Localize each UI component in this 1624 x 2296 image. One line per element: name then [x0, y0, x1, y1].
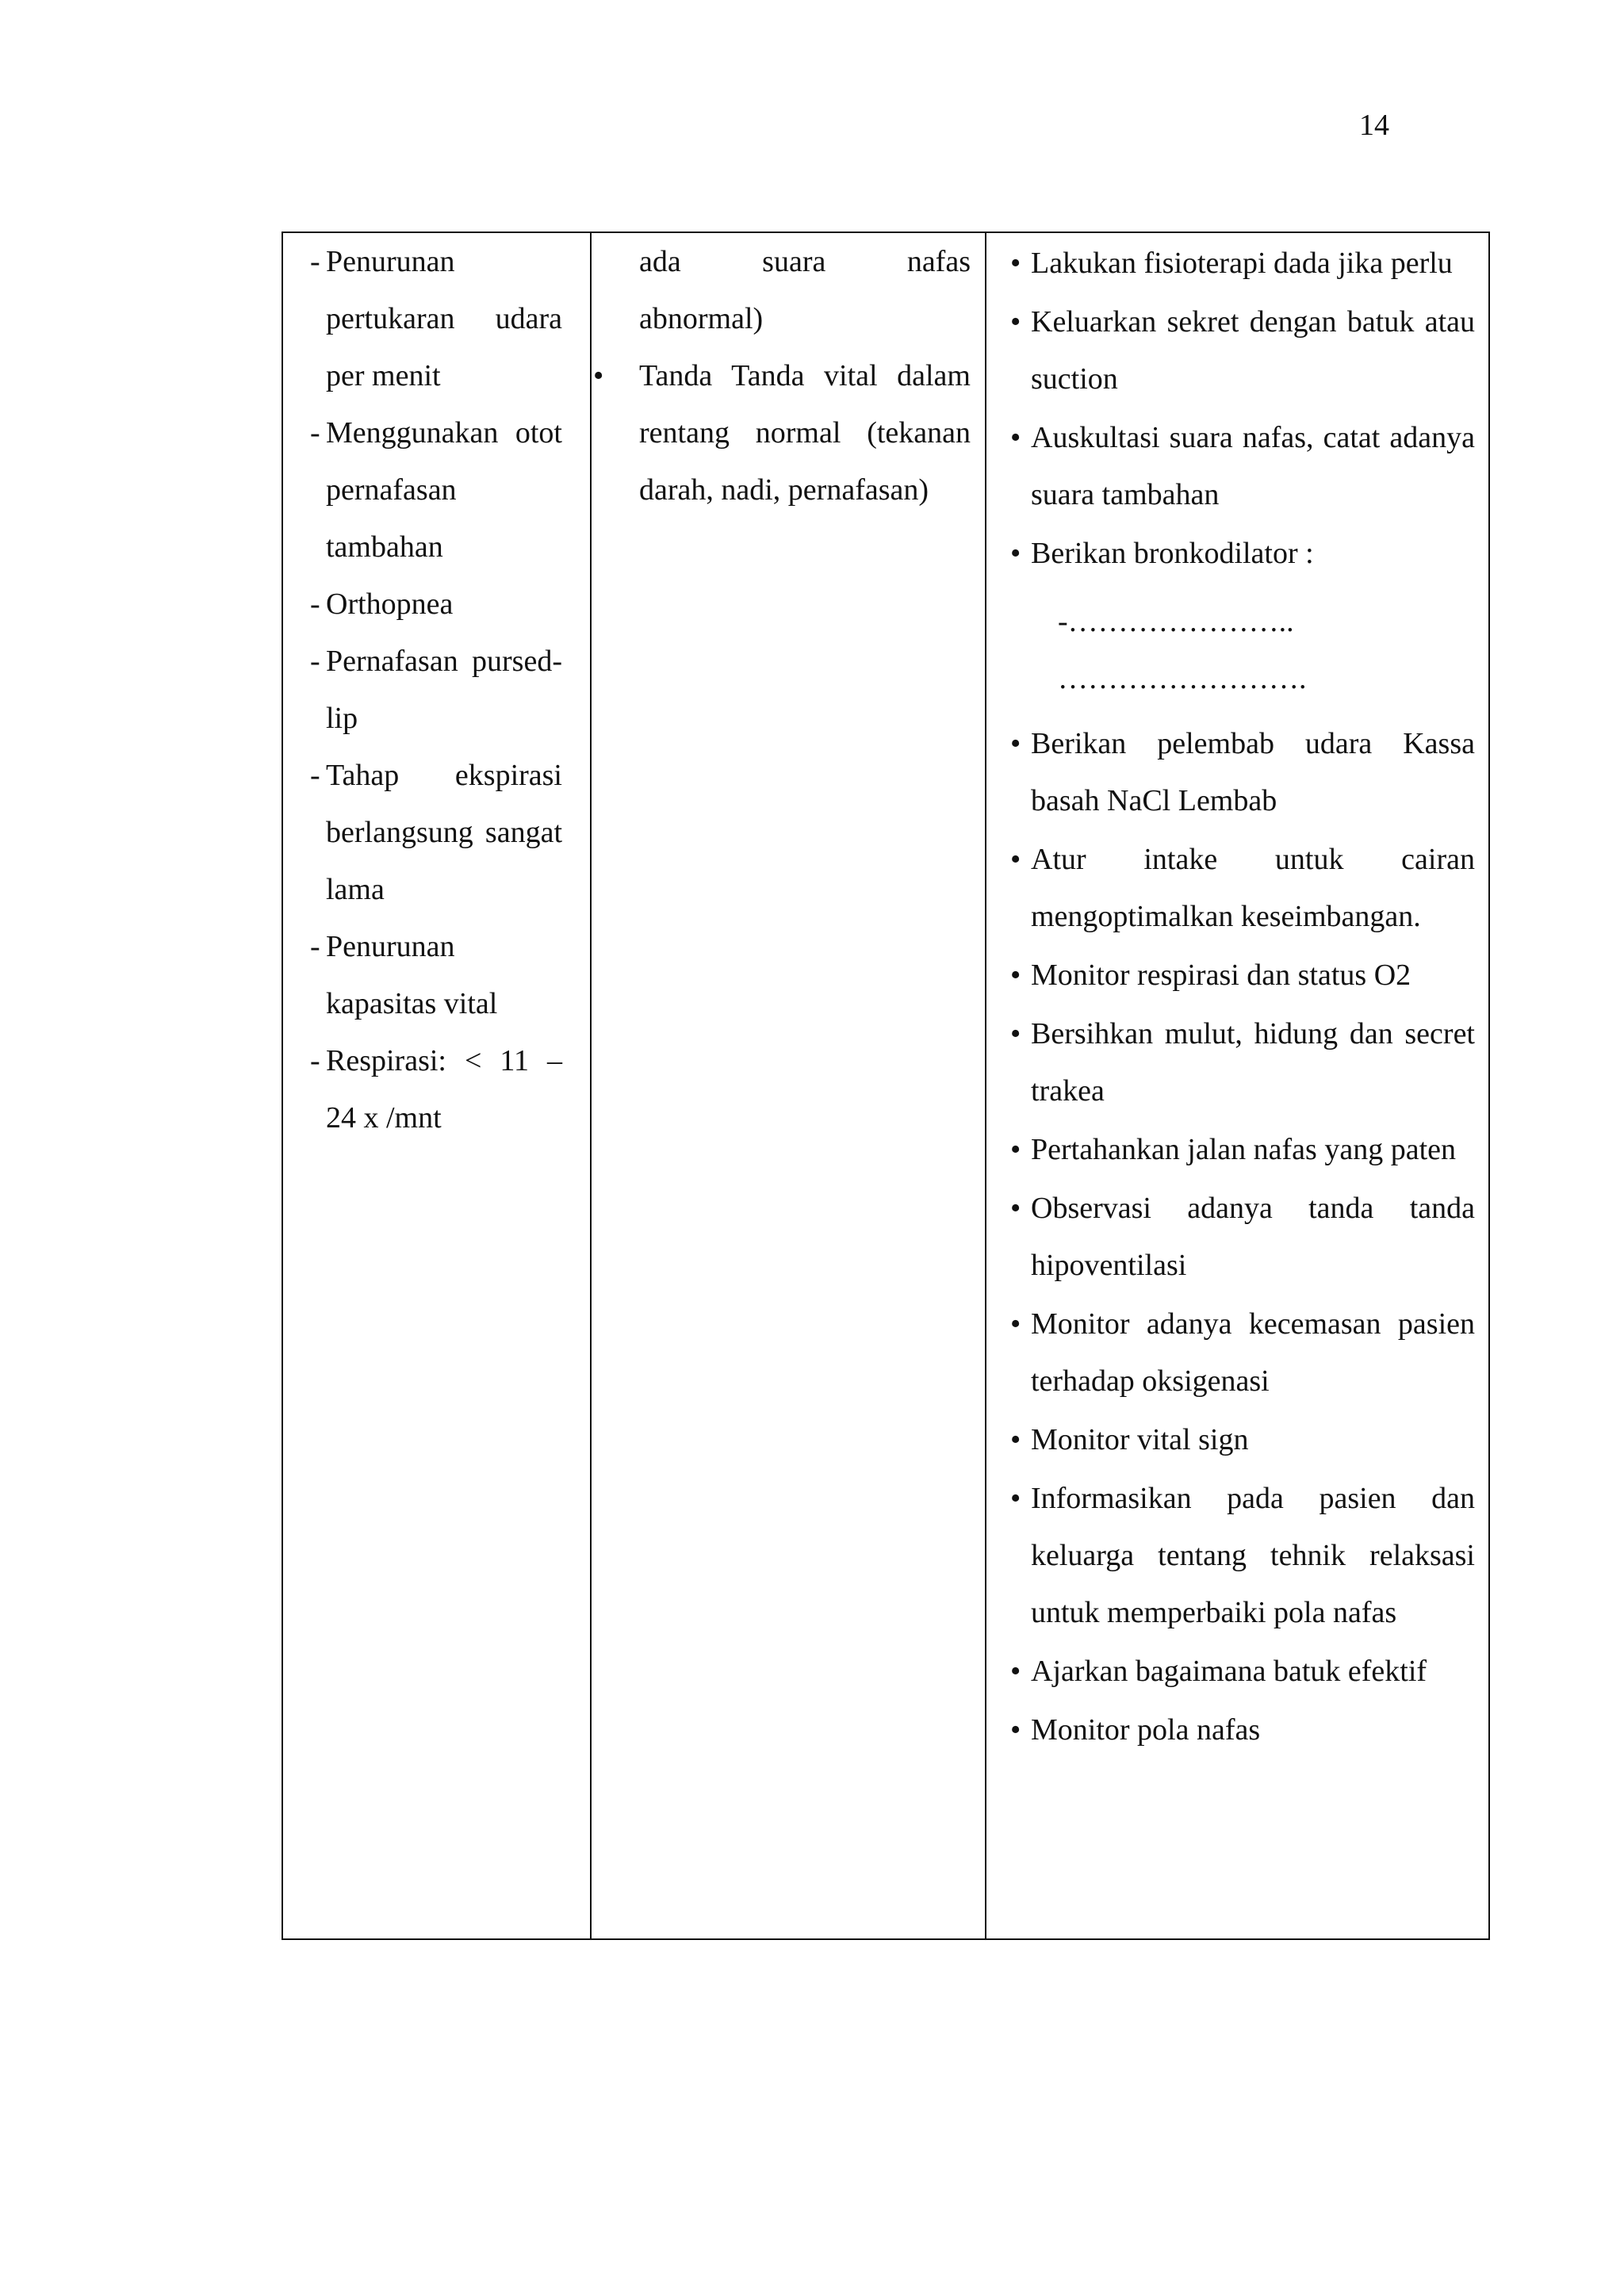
outcome-text [593, 233, 971, 519]
blank-line-1: -………………….. [1058, 605, 1294, 638]
bullet-marker: • [1010, 1713, 1021, 1747]
vital-signs-outcome: Tanda Tanda vital dalam rentang normal (tekanan darah, nadi, pernafasan) [639, 359, 971, 507]
list-item [593, 347, 971, 519]
list-item: • Bersihkan mulut, hidung dan secret trakea [1010, 1005, 1475, 1119]
bronchodilator-blanks [1010, 593, 1475, 707]
list-item: - Menggunakan otot pernafasan tambahan [310, 404, 562, 576]
bullet-marker: • [1010, 1423, 1021, 1456]
list-item: • Atur intake untuk cairan mengoptimalkan keseimbangan. [1010, 831, 1475, 945]
bullet-marker: • [1010, 1482, 1021, 1515]
dash-marker: - [310, 416, 320, 450]
dash-marker: - [310, 245, 320, 278]
dash-marker: - [310, 930, 320, 963]
list-item: - Pernafasan pursed-lip [310, 633, 562, 747]
bullet-marker: • [1010, 1133, 1021, 1166]
list-item: • Keluarkan sekret dengan batuk atau suction [1010, 293, 1475, 408]
list-item: • Monitor adanya kecemasan pasien terhadap oksigenasi [1010, 1295, 1475, 1410]
symptom-list [310, 233, 562, 1146]
dash-marker: - [310, 587, 320, 621]
list-item: - Respirasi: < 11 – 24 x /mnt [310, 1032, 562, 1146]
bullet-marker: • [1010, 1017, 1021, 1050]
bullet-marker: • [1010, 421, 1021, 454]
list-item: - Penurunan pertukaran udara per menit [310, 233, 562, 404]
column-outcomes [592, 233, 986, 1938]
list-item: • Monitor pola nafas [1010, 1701, 1475, 1758]
intervention-list [1010, 235, 1475, 1760]
bullet-marker: • [1010, 247, 1021, 280]
list-item: • Berikan bronkodilator : [1010, 525, 1475, 582]
bullet-marker: • [593, 359, 604, 392]
list-item: • Auskultasi suara nafas, catat adanya suara tambahan [1010, 409, 1475, 523]
column-interventions [986, 233, 1490, 1938]
dash-marker: - [310, 759, 320, 792]
list-item: • Lakukan fisioterapi dada jika perlu [1010, 235, 1475, 292]
list-item: • Informasikan pada pasien dan keluarga tentang tehnik relaksasi untuk memperbaiki pola nafas [1010, 1470, 1475, 1641]
bullet-marker: • [1010, 305, 1021, 339]
bullet-marker: • [1010, 537, 1021, 570]
list-item: - Orthopnea [310, 576, 562, 633]
intervention-table [282, 232, 1490, 1940]
blank-line-2: ……………………. [1058, 662, 1307, 695]
list-item: - Penurunan kapasitas vital [310, 918, 562, 1032]
list-item: • Monitor respirasi dan status O2 [1010, 947, 1475, 1004]
bullet-marker: • [1010, 1655, 1021, 1688]
bullet-marker: • [1010, 843, 1021, 876]
list-item: • Monitor vital sign [1010, 1411, 1475, 1468]
dash-marker: - [310, 645, 320, 678]
list-item: • Berikan pelembab udara Kassa basah NaCl Lembab [1010, 715, 1475, 829]
bullet-marker: • [1010, 1192, 1021, 1225]
page-number: 14 [1359, 109, 1389, 142]
continuation-rest: abnormal) [639, 302, 764, 335]
list-item: - Tahap ekspirasi berlangsung sangat lama [310, 747, 562, 918]
bullet-marker: • [1010, 727, 1021, 760]
bullet-marker: • [1010, 959, 1021, 992]
list-item: • Pertahankan jalan nafas yang paten [1010, 1121, 1475, 1178]
column-symptoms [283, 233, 592, 1938]
list-item: • Ajarkan bagaimana batuk efektif [1010, 1643, 1475, 1700]
dash-marker: - [310, 1044, 320, 1077]
continuation-line: ada suara nafas [639, 245, 971, 278]
list-item: • Observasi adanya tanda tanda hipoventilasi [1010, 1180, 1475, 1294]
bullet-marker: • [1010, 1307, 1021, 1341]
